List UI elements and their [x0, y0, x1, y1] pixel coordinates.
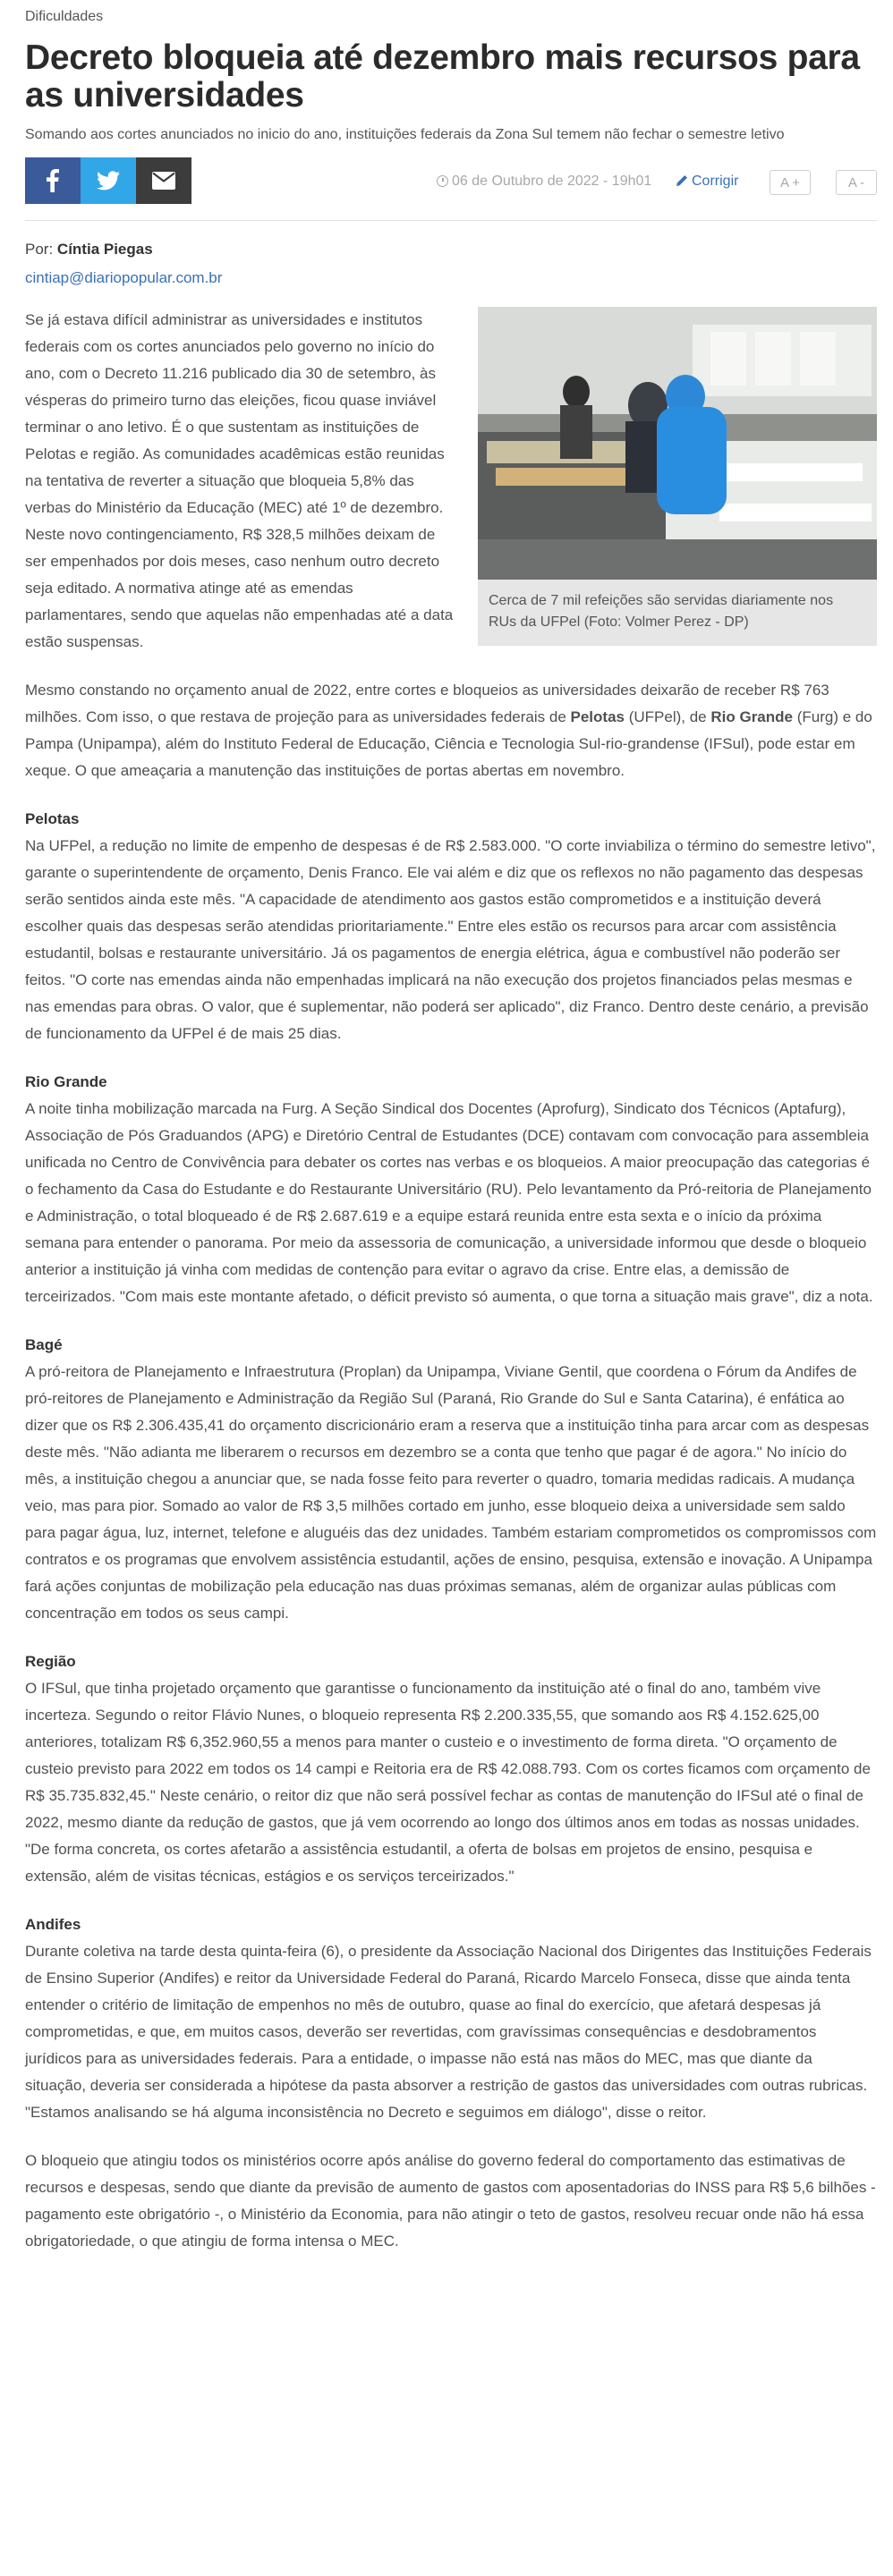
- section-heading: Bagé: [25, 1336, 63, 1353]
- section-heading: Pelotas: [25, 810, 80, 827]
- twitter-icon: [97, 171, 120, 191]
- share-buttons: [25, 157, 191, 204]
- article-photo: [478, 307, 877, 646]
- twitter-share-button[interactable]: [81, 157, 136, 204]
- correct-link[interactable]: [676, 174, 738, 190]
- section-pelotas: [25, 806, 877, 1047]
- pencil-icon: [676, 174, 688, 186]
- section-paragraph: Durante coletiva na tarde desta quinta-feira (6), o presidente da Associação Nacional dos Dirigentes das Instituições Federais de Ensino Superior (Andifes) e reitor da Universidade Federal do Paraná, Ricardo Marcelo Fonseca, disse que ainda tenta entender o critério de limitação de empenhos no mês de outubro, quase ao final do exercício, que afetará despesas já comprometidas, e que, em muitos casos, deverão ser revertidas, com gravíssimas consequências e desdobramentos jurídicos para as universidades federais. Para a entidade, o impasse não está nas mãos do MEC, mas que diante da situação, deveria ser considerada a hipótese da pasta absorver a restrição de gastos das universidades com outras rubricas. "Estamos analisando se há alguma inconsistência no Decreto e seguimos em diálogo", disse o reitor.: [25, 1943, 872, 2121]
- section-bage: [25, 1332, 877, 1627]
- section-heading: Andifes: [25, 1916, 81, 1933]
- author-email-link[interactable]: cintiap@diariopopular.com.br: [25, 269, 223, 286]
- photo-image: [478, 307, 877, 580]
- paragraph-2-bold-pelotas: Pelotas: [570, 708, 625, 725]
- section-regiao: [25, 1648, 877, 1890]
- section-rio-grande: [25, 1069, 877, 1310]
- section-heading: Rio Grande: [25, 1073, 107, 1090]
- article-page: [25, 0, 891, 2255]
- section-label: Dificuldades: [25, 9, 104, 24]
- publish-date-text: 06 de Outubro de 2022 - 19h01: [452, 174, 652, 189]
- email-share-button[interactable]: [136, 157, 191, 204]
- article-toolbar: [25, 157, 891, 206]
- section-paragraph: A pró-reitora de Planejamento e Infraestrutura (Proplan) da Unipampa, Viviane Gentil, que coordena o Fórum da Andifes de pró-reitores de Planejamento e Administração da Região Sul (Paraná, Rio Grande do Sul e Santa Catarina), é enfática ao dizer que os R$ 2.306.435,41 do orçamento discricionário eram a reserva que a instituição tinha para arcar com as despesas deste mês. "Não adianta me liberarem o recursos em dezembro se a conta que tenho que pagar é de agora." No início do mês, a instituição chegou a anunciar que, se nada fosse feito para reverter o quadro, tomaria medidas radicais. A mudança veio, mas para pior. Somado ao valor de R$ 3,5 milhões cortado em junho, esse bloqueio deixa a universidade sem saldo para pagar água, luz, internet, telefone e aluguéis das dez unidades. Também estariam comprometidos os compromissos com contratos e os programas que envolvem assistência estudantil, ações de ensino, pesquisa, extensão e inovação. A Unipampa fará ações conjuntas de mobilização pela educação nas duas próximas semanas, além de organizar aulas públicas com concentração em todos os seus campi.: [25, 1363, 877, 1622]
- subtitle: Somando aos cortes anunciados no inicio do ano, instituições federais da Zona Sul temem não fechar o semestre letivo: [25, 127, 785, 142]
- paragraph-2-text-c: (Furg) e do Pampa (Unipampa), além do Instituto Federal de Educação, Ciência e Tecnologia Sul-rio-grandense (IFSul), pode estar em xeque. O que ameaçaria a manutenção das instituições de portas abertas em novembro.: [25, 708, 872, 779]
- correct-label: Corrigir: [692, 174, 739, 189]
- section-paragraph: A noite tinha mobilização marcada na Furg. A Seção Sindical dos Docentes (Aprofurg), Sindicato dos Técnicos (Aptafurg), Associação de Pós Graduandos (APG) e Diretório Central de Estudantes (DCE) contavam com convocação para assembleia unificada no Centro de Convivência para debater os cortes nas verbas e os bloqueios. A maior preocupação das categorias é o fechamento da Casa do Estudante e do Restaurante Universitário (RU). Pelo levantamento da Pró-reitoria de Planejamento e Administração, o total bloqueado é de R$ 2.687.619 e a equipe estará reunida entre esta sexta e o início da próxima semana para entender o panorama. Por meio da assessoria de comunicação, a universidade informou que desde o bloqueio anterior a instituição já vinha com medidas de contenção para evitar o agravo da crise. Entre elas, a demissão de terceirizados. "Com mais este montante afetado, o déficit previsto só aumenta, o que torna a situação mais grave", diz a nota.: [25, 1100, 873, 1305]
- author-name: Cíntia Piegas: [56, 241, 153, 258]
- article-body: [25, 307, 877, 2255]
- section-paragraph: O IFSul, que tinha projetado orçamento que garantisse o funcionamento da instituição até o final do ano, também vive incerteza. Segundo o reitor Flávio Nunes, o bloqueio representa R$ 2.200.335,55, que somando aos R$ 4.152.625,00 anteriores, totalizam R$ 6,352.960,55 a menos para manter o custeio e o investimento de forma direta. "O orçamento de custeio previsto para 2022 em todos os 14 campi e Reitoria era de R$ 42.088.793. Com os cortes ficamos com orçamento de R$ 35.735.832,45." Neste cenário, o reitor diz que não será possível fechar as contas de manutenção do IFSul até o final de 2022, mesmo diante da redução de gastos, que já vem ocorrendo ao longo dos últimos anos em todas as nossas unidades. "De forma concreta, os cortes afetarão a assistência estudantil, a oferta de bolsas em projetos de ensino, pesquisa e extensão, além de visitas técnicas, estágios e os serviços terceirizados.": [25, 1680, 871, 1885]
- closing-paragraph: O bloqueio que atingiu todos os ministérios ocorre após análise do governo federal do comportamento das estimativas de recursos e despesas, sendo que diante da previsão de aumento de gastos com aposentadorias do INSS para R$ 5,6 bilhões - pagamento este obrigatório -, o Ministério da Economia, para não atingir o teto de gastos, resolveu recuar onde não há essa obrigatoriedade, o que atingiu de forma intensa o MEC.: [25, 2152, 876, 2250]
- paragraph-2-bold-riogrande: Rio Grande: [710, 708, 793, 725]
- paragraph-2: [25, 677, 877, 784]
- facebook-icon: [47, 169, 59, 192]
- photo-caption: Cerca de 7 mil refeições são servidas diariamente nos RUs da UFPel (Foto: Volmer Perez - DP): [489, 593, 834, 630]
- paragraph-2-text-b: (UFPel), de: [625, 708, 711, 725]
- font-increase-button[interactable]: A +: [770, 170, 811, 195]
- font-decrease-button[interactable]: A -: [836, 170, 877, 195]
- intro-paragraph: Se já estava difícil administrar as universidades e institutos federais com os cortes anunciados pelo governo no início do ano, com o Decreto 11.216 publicado dia 30 de setembro, às vésperas do primeiro turno das eleições, ficou quase inviável terminar o ano letivo. É o que sustentam as instituições de Pelotas e região. As comunidades acadêmicas estão reunidas na tentativa de reverter a situação que bloqueia 5,8% das verbas do Ministério da Educação (MEC) até 1º de dezembro. Neste novo contingenciamento, R$ 328,5 milhões deixam de ser empenhados por dois meses, caso nenhum outro decreto seja editado. A normativa atinge até as emendas parlamentares, sendo que aquelas não empenhadas até a data estão suspensas.: [25, 311, 454, 650]
- clock-icon: [437, 175, 448, 187]
- divider: [25, 220, 877, 221]
- section-andifes: [25, 1911, 877, 2126]
- publish-date: [437, 174, 651, 190]
- section-paragraph: Na UFPel, a redução no limite de empenho de despesas é de R$ 2.583.000. "O corte inviabiliza o término do semestre letivo", garante o superintendente de orçamento, Denis Franco. Ele vai além e diz que os reflexos no não pagamento das despesas serão sentidos ainda este mês. "A capacidade de atendimento aos gastos estão comprometidos e a instituição deverá escolher quais das despesas serão atendidas prioritariamente." Entre eles estão os recursos para arcar com assistência estudantil, bolsas e restaurante universitário. Já os pagamentos de energia elétrica, água e combustível não poderão ser feitos. "O corte nas emendas ainda não empenhadas implicará na não execução dos projetos financiados pelas mesmas e nas emendas para obras. O valor, que é suplementar, não poderá ser aplicado", diz Franco. Dentro deste cenário, a previsão de funcionamento da UFPel é de mais 25 dias.: [25, 837, 876, 1042]
- paragraph-2-text-a: Mesmo constando no orçamento anual de 2022, entre cortes e bloqueios as universidades deixarão de receber R$ 763 milhões. Com isso, o que restava de projeção para as universidades federais de: [25, 682, 829, 725]
- byline: [25, 241, 891, 258]
- author-prefix: Por:: [25, 241, 54, 258]
- mail-icon: [152, 172, 175, 190]
- headline: Decreto bloqueia até dezembro mais recursos para as universidades: [25, 38, 860, 114]
- section-heading: Região: [25, 1653, 76, 1670]
- facebook-share-button[interactable]: [25, 157, 81, 204]
